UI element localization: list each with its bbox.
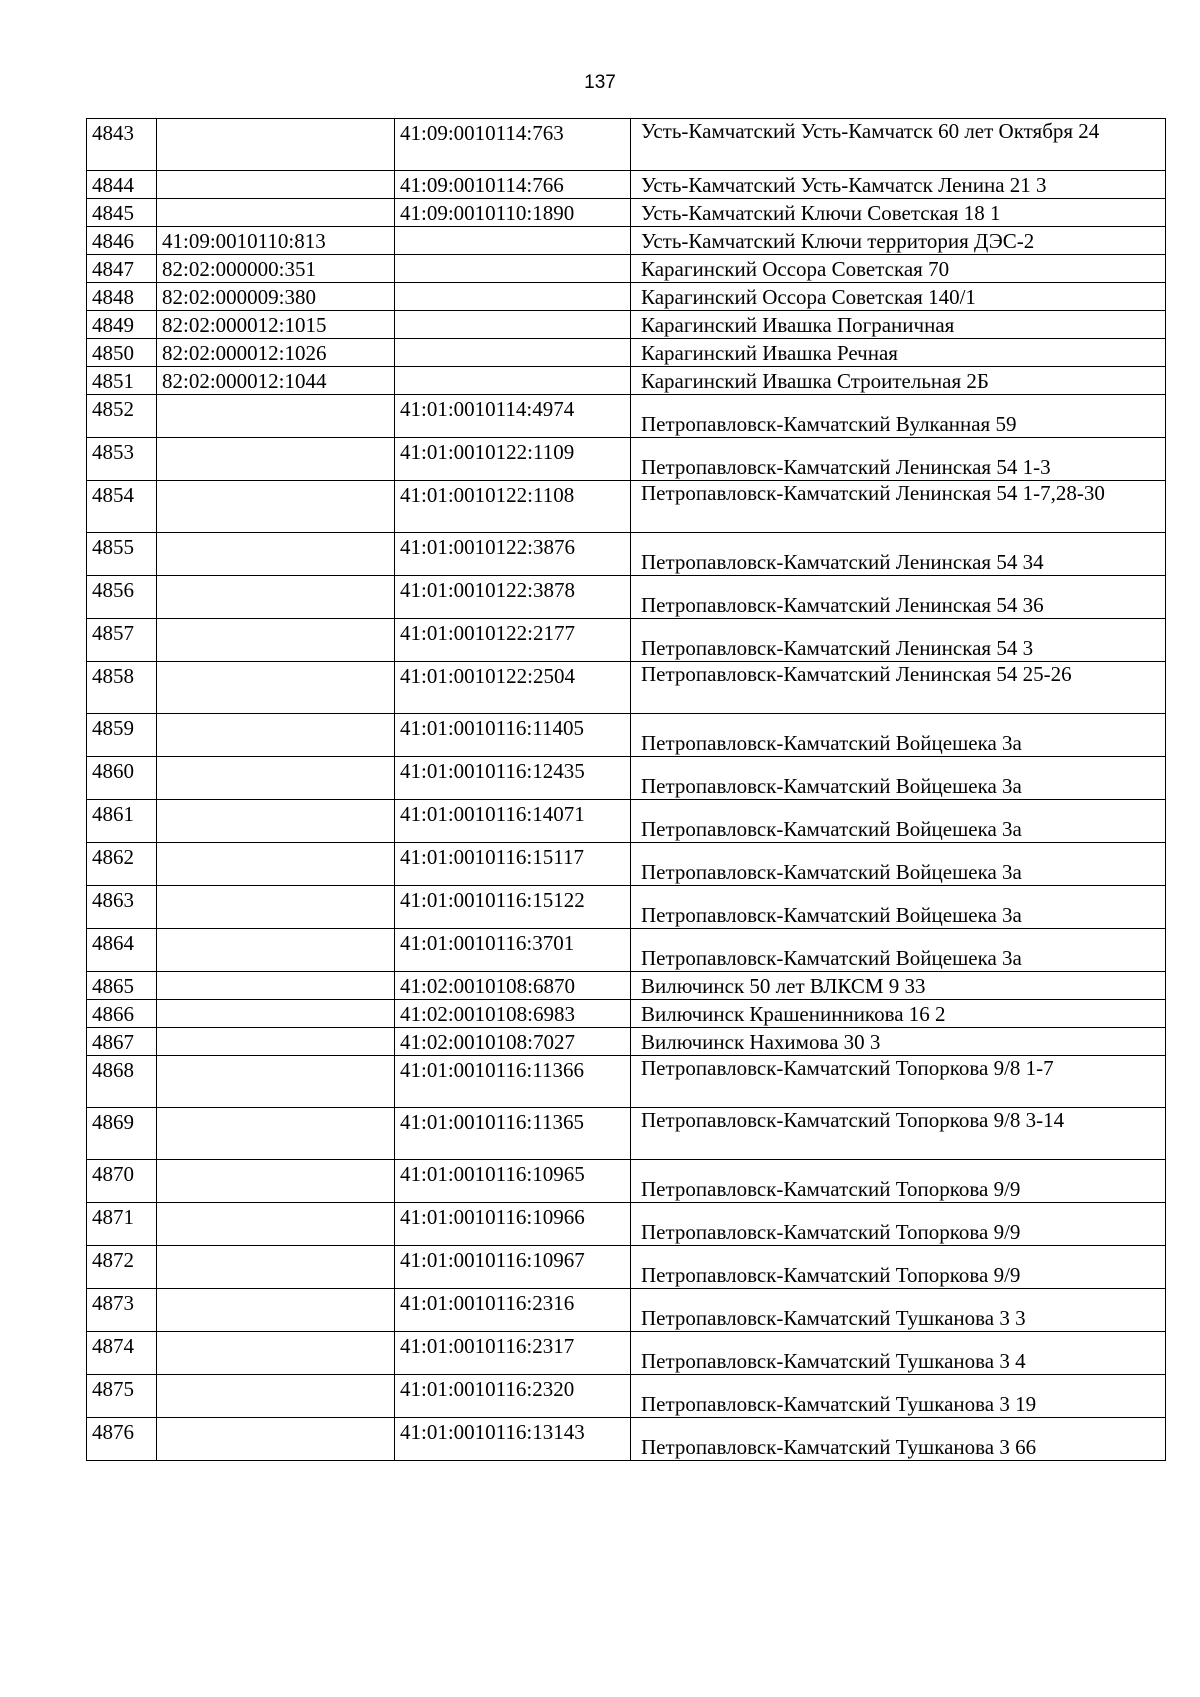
land-cadastral-number [157,481,395,533]
row-number: 4870 [87,1160,157,1203]
row-number: 4851 [87,367,157,395]
table-row [87,800,1166,843]
address: Петропавловск-Камчатский Ленинская 54 34 [631,533,1166,576]
row-number: 4843 [87,119,157,171]
address: Петропавловск-Камчатский Войцешека 3а [631,800,1166,843]
land-cadastral-number [157,757,395,800]
table-row [87,972,1166,1000]
building-cadastral-number [395,367,631,395]
address: Карагинский Оссора Советская 70 [631,255,1166,283]
land-cadastral-number [157,1056,395,1108]
row-number: 4867 [87,1028,157,1056]
table-row [87,576,1166,619]
table-row [87,1056,1166,1108]
address: Карагинский Оссора Советская 140/1 [631,283,1166,311]
address: Петропавловск-Камчатский Тушканова 3 3 [631,1289,1166,1332]
land-cadastral-number [157,1000,395,1028]
row-number: 4860 [87,757,157,800]
land-cadastral-number: 82:02:000000:351 [157,255,395,283]
land-cadastral-number [157,1203,395,1246]
building-cadastral-number: 41:01:0010116:11405 [395,714,631,757]
building-cadastral-number: 41:01:0010122:2177 [395,619,631,662]
row-number: 4863 [87,886,157,929]
address: Петропавловск-Камчатский Топоркова 9/8 3-14 [631,1108,1166,1160]
building-cadastral-number: 41:01:0010122:1108 [395,481,631,533]
row-number: 4859 [87,714,157,757]
building-cadastral-number: 41:01:0010116:11365 [395,1108,631,1160]
building-cadastral-number: 41:01:0010116:10965 [395,1160,631,1203]
building-cadastral-number [395,339,631,367]
row-number: 4855 [87,533,157,576]
address: Петропавловск-Камчатский Ленинская 54 1-3 [631,438,1166,481]
row-number: 4873 [87,1289,157,1332]
row-number: 4872 [87,1246,157,1289]
address: Петропавловск-Камчатский Войцешека 3а [631,929,1166,972]
property-table [86,118,1166,1461]
address: Петропавловск-Камчатский Войцешека 3а [631,714,1166,757]
address: Петропавловск-Камчатский Войцешека 3а [631,886,1166,929]
building-cadastral-number: 41:01:0010116:10966 [395,1203,631,1246]
row-number: 4849 [87,311,157,339]
address: Петропавловск-Камчатский Ленинская 54 1-7,28-30 [631,481,1166,533]
table-row [87,1108,1166,1160]
land-cadastral-number [157,1108,395,1160]
table-row [87,339,1166,367]
building-cadastral-number: 41:01:0010116:15122 [395,886,631,929]
address: Вилючинск Нахимова 30 3 [631,1028,1166,1056]
address: Петропавловск-Камчатский Тушканова 3 19 [631,1375,1166,1418]
table-row [87,481,1166,533]
row-number: 4858 [87,662,157,714]
row-number: 4844 [87,171,157,199]
table-row [87,714,1166,757]
land-cadastral-number [157,438,395,481]
table-row [87,1246,1166,1289]
address: Петропавловск-Камчатский Войцешека 3а [631,757,1166,800]
property-table-body [87,119,1166,1461]
building-cadastral-number: 41:01:0010122:2504 [395,662,631,714]
row-number: 4874 [87,1332,157,1375]
row-number: 4845 [87,199,157,227]
building-cadastral-number: 41:02:0010108:6983 [395,1000,631,1028]
row-number: 4850 [87,339,157,367]
building-cadastral-number: 41:01:0010116:2316 [395,1289,631,1332]
row-number: 4854 [87,481,157,533]
building-cadastral-number: 41:01:0010116:10967 [395,1246,631,1289]
row-number: 4847 [87,255,157,283]
building-cadastral-number [395,227,631,255]
address: Петропавловск-Камчатский Тушканова 3 4 [631,1332,1166,1375]
land-cadastral-number [157,662,395,714]
address: Петропавловск-Камчатский Топоркова 9/9 [631,1203,1166,1246]
table-row [87,119,1166,171]
building-cadastral-number: 41:01:0010116:15117 [395,843,631,886]
address: Петропавловск-Камчатский Топоркова 9/8 1-7 [631,1056,1166,1108]
table-row [87,757,1166,800]
building-cadastral-number: 41:02:0010108:7027 [395,1028,631,1056]
table-row [87,283,1166,311]
building-cadastral-number: 41:09:0010114:766 [395,171,631,199]
address: Вилючинск Крашенинникова 16 2 [631,1000,1166,1028]
address: Вилючинск 50 лет ВЛКСМ 9 33 [631,972,1166,1000]
building-cadastral-number: 41:01:0010122:3878 [395,576,631,619]
table-row [87,1375,1166,1418]
row-number: 4862 [87,843,157,886]
address: Карагинский Ивашка Пограничная [631,311,1166,339]
address: Петропавловск-Камчатский Ленинская 54 36 [631,576,1166,619]
land-cadastral-number [157,119,395,171]
building-cadastral-number: 41:02:0010108:6870 [395,972,631,1000]
address: Карагинский Ивашка Строительная 2Б [631,367,1166,395]
table-row [87,886,1166,929]
building-cadastral-number [395,283,631,311]
row-number: 4868 [87,1056,157,1108]
table-row [87,929,1166,972]
table-row [87,1160,1166,1203]
land-cadastral-number [157,619,395,662]
row-number: 4852 [87,395,157,438]
land-cadastral-number [157,533,395,576]
land-cadastral-number [157,576,395,619]
land-cadastral-number [157,1246,395,1289]
row-number: 4861 [87,800,157,843]
row-number: 4853 [87,438,157,481]
table-row [87,255,1166,283]
row-number: 4876 [87,1418,157,1461]
table-row [87,171,1166,199]
address: Петропавловск-Камчатский Ленинская 54 3 [631,619,1166,662]
row-number: 4848 [87,283,157,311]
address: Усть-Камчатский Усть-Камчатск 60 лет Октября 24 [631,119,1166,171]
land-cadastral-number [157,714,395,757]
building-cadastral-number: 41:01:0010116:12435 [395,757,631,800]
table-row [87,1418,1166,1461]
building-cadastral-number: 41:01:0010122:3876 [395,533,631,576]
building-cadastral-number: 41:01:0010114:4974 [395,395,631,438]
table-row [87,533,1166,576]
row-number: 4846 [87,227,157,255]
table-row [87,843,1166,886]
table-row [87,1289,1166,1332]
table-row [87,227,1166,255]
land-cadastral-number: 82:02:000009:380 [157,283,395,311]
address: Петропавловск-Камчатский Тушканова 3 66 [631,1418,1166,1461]
building-cadastral-number: 41:09:0010110:1890 [395,199,631,227]
table-row [87,1203,1166,1246]
address: Петропавловск-Камчатский Ленинская 54 25-26 [631,662,1166,714]
table-row [87,438,1166,481]
row-number: 4871 [87,1203,157,1246]
building-cadastral-number [395,255,631,283]
land-cadastral-number [157,886,395,929]
building-cadastral-number: 41:01:0010116:2320 [395,1375,631,1418]
land-cadastral-number: 82:02:000012:1044 [157,367,395,395]
row-number: 4865 [87,972,157,1000]
building-cadastral-number: 41:01:0010116:11366 [395,1056,631,1108]
building-cadastral-number: 41:01:0010116:14071 [395,800,631,843]
land-cadastral-number [157,843,395,886]
address: Петропавловск-Камчатский Войцешека 3а [631,843,1166,886]
land-cadastral-number [157,929,395,972]
address: Карагинский Ивашка Речная [631,339,1166,367]
land-cadastral-number [157,972,395,1000]
table-row [87,619,1166,662]
table-row [87,367,1166,395]
land-cadastral-number [157,1028,395,1056]
land-cadastral-number [157,1289,395,1332]
address: Усть-Камчатский Ключи Советская 18 1 [631,199,1166,227]
row-number: 4857 [87,619,157,662]
building-cadastral-number: 41:01:0010116:13143 [395,1418,631,1461]
page-number: 137 [584,72,616,93]
land-cadastral-number [157,800,395,843]
row-number: 4864 [87,929,157,972]
row-number: 4869 [87,1108,157,1160]
land-cadastral-number [157,1375,395,1418]
building-cadastral-number: 41:01:0010116:3701 [395,929,631,972]
building-cadastral-number [395,311,631,339]
address: Петропавловск-Камчатский Топоркова 9/9 [631,1246,1166,1289]
land-cadastral-number: 41:09:0010110:813 [157,227,395,255]
table-row [87,199,1166,227]
land-cadastral-number: 82:02:000012:1026 [157,339,395,367]
table-row [87,311,1166,339]
building-cadastral-number: 41:01:0010116:2317 [395,1332,631,1375]
land-cadastral-number [157,199,395,227]
address: Петропавловск-Камчатский Топоркова 9/9 [631,1160,1166,1203]
land-cadastral-number [157,1332,395,1375]
building-cadastral-number: 41:01:0010122:1109 [395,438,631,481]
table-row [87,1028,1166,1056]
land-cadastral-number [157,1418,395,1461]
row-number: 4866 [87,1000,157,1028]
row-number: 4856 [87,576,157,619]
land-cadastral-number [157,1160,395,1203]
table-row [87,395,1166,438]
address: Усть-Камчатский Усть-Камчатск Ленина 21 3 [631,171,1166,199]
row-number: 4875 [87,1375,157,1418]
table-row [87,662,1166,714]
building-cadastral-number: 41:09:0010114:763 [395,119,631,171]
table-row [87,1000,1166,1028]
address: Усть-Камчатский Ключи территория ДЭС-2 [631,227,1166,255]
table-row [87,1332,1166,1375]
land-cadastral-number [157,395,395,438]
land-cadastral-number [157,171,395,199]
address: Петропавловск-Камчатский Вулканная 59 [631,395,1166,438]
land-cadastral-number: 82:02:000012:1015 [157,311,395,339]
